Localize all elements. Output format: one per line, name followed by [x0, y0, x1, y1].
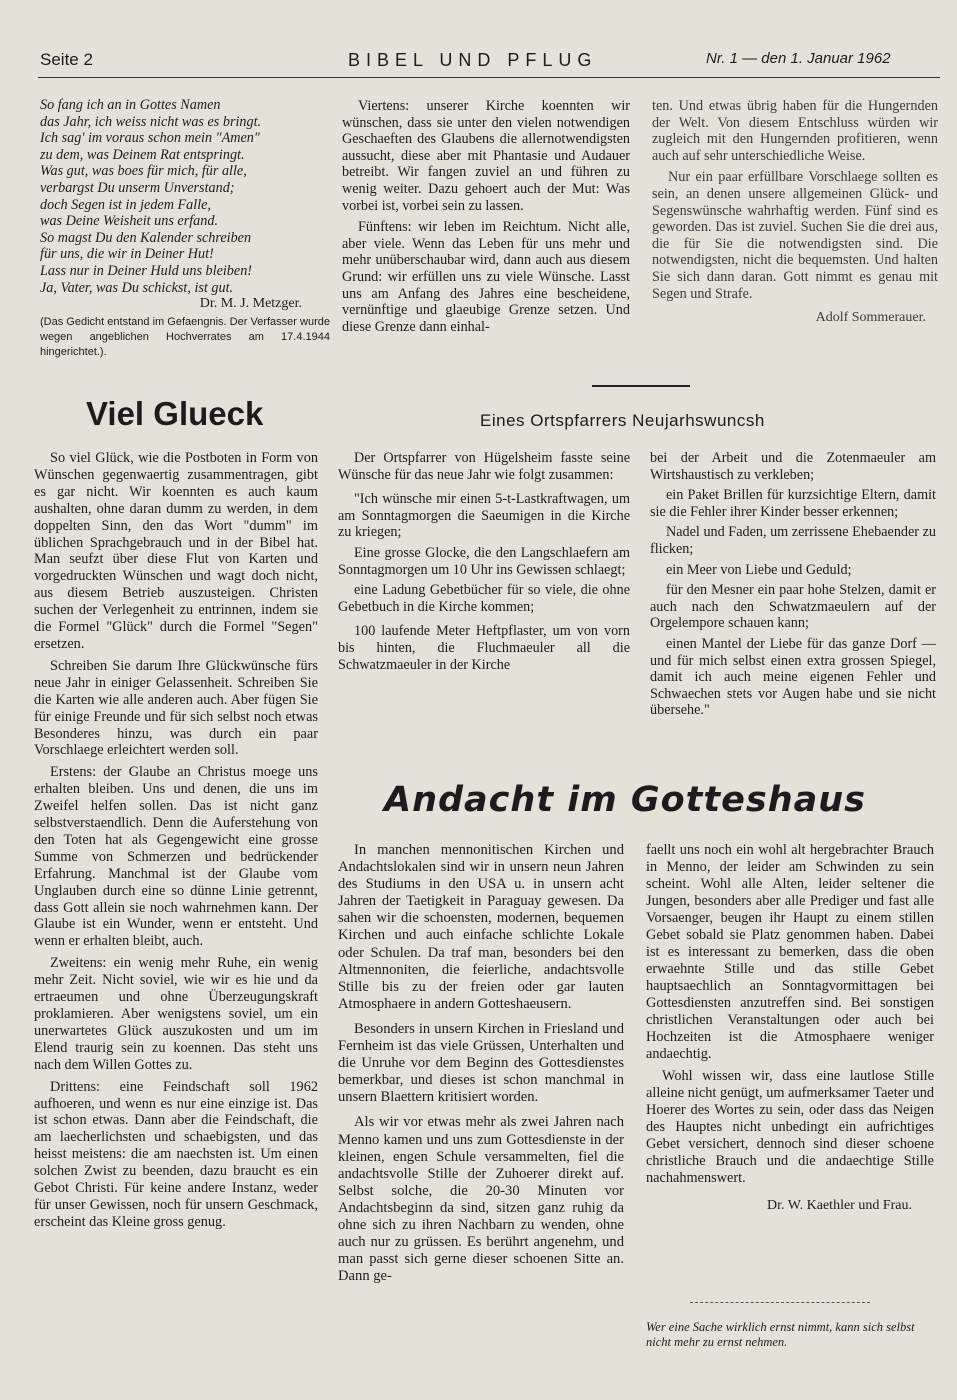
author: Dr. W. Kaethler und Frau. [766, 1198, 912, 1213]
paragraph: ten. Und etwas übrig haben für die Hungernden der Welt. Von diesem Entschluss würden wir zugleich mit den Hungernden profitieren, wenn auch auf sehr unterschiedliche Weise. [652, 98, 938, 164]
wish-item: für den Mesner ein paar hohe Stelzen, damit er auch nach den Schwatzmaeulern auf der Orgelempore schauen kann; [650, 582, 936, 632]
poem-line: Ja, Vater, was Du schickst, ist gut. [40, 279, 234, 296]
poem-line: was Deine Weisheit uns erfand. [40, 213, 218, 230]
paragraph: Wohl wissen wir, dass eine lautlose Stille alleine nicht genügt, um aufmerksamer Taeter und Hoerer des Wortes zu sein, oder dass das Neigen des Hauptes nicht unbedingt ein aufrichtiges Gebet versichert, dennoch sind dieser schoene christliche Brauch und die andaechtige Stille nachahmenswert. [646, 1068, 934, 1186]
poem-line: zu dem, was Deinem Rat entspringt. [40, 146, 245, 163]
poem-line: So magst Du den Kalender schreiben [40, 229, 252, 246]
masthead: BIBEL UND PFLUG [348, 50, 598, 70]
paragraph: Drittens: eine Feindschaft soll 1962 aufhoeren, und wenn es nur eine einzige ist. Das ist schon etwas. Dann aber die Feindschaft, die am laecherlichsten und schaebigsten, und das heisst meistens: die am naechsten ist. Um einen solchen Zwist zu beenden, dazu braucht es ein Gebot Christi. Für keine andere Instanz, weder für unser Gewissen, noch für unsern Geschmack, erscheint das Kleine gross genug. [34, 1078, 318, 1230]
poem-line: Was gut, was boes für mich, für alle, [40, 163, 247, 180]
poem-line: verbargst Du unserm Unverstand; [40, 179, 235, 196]
wish-item: 100 laufende Meter Heftpflaster, um von vorn bis hinten, die Fluchmaeuler all die Schwatzmaeuler in der Kirche [338, 623, 630, 673]
poem-line: doch Segen ist in jedem Falle, [40, 196, 211, 213]
paragraph: faellt uns noch ein wohl alt hergebrachter Brauch in Menno, der leider am Schwinden zu sein scheint. Wohl alle Alten, leider seltener die Jungen, besonders aber alle Prediger und fast alle Vorsaenger, beugen ihr Haupt zu einem stillen Gebet sobald sie Platz genommen haben. Dabei ist es interessant zu bemerken, dass die oben erwaehnte Stille und das stille Gebet hauptsaechlich an Sonntagvormittagen bei Gottesdiensten anzutreffen sind. Bei sonstigen christlichen Veranstaltungen oder auch bei Hochzeiten ist die Atmosphaere weniger andaechtig. [646, 842, 934, 1062]
wish-item: einen Mantel der Liebe für das ganze Dorf — und für mich selbst einen extra grossen Spiegel, damit ich auch meine eigenen Fehler und Schwaechen stets vor Augen habe und sie nicht übersehe." [650, 635, 936, 719]
poem [40, 97, 330, 360]
wish-item: eine Ladung Gebetbücher für so viele, die ohne Gebetbuch in die Kirche kommen; [338, 582, 630, 615]
divider [592, 385, 690, 387]
poem-note: (Das Gedicht entstand im Gefaengnis. Der Verfasser wurde wegen angeblichen Hochverrates am 17.4.1944 hingerichtet.). [40, 315, 330, 358]
paragraph: Nur ein paar erfüllbare Vorschlaege sollten es sein, an denen unsere allgemeinen Glück- und Segenswünsche wahrhaftig werden. Fünf sind es geworden. Das ist zuviel. Suchen Sie die drei aus, die für Sie die notwendigsten sind. Die notwendigsten, nicht die bequemsten. Und halten Sie sich dann daran. Gott nimmt es genau mit Segen und Strafe. [652, 169, 938, 302]
paragraph: Besonders in unsern Kirchen in Friesland und Fernheim ist das viele Grüssen, Unterhalten und die Unruhe vor dem Beginn des Gottesdienstes bemerkbar, und dieses ist schon manchmal in unsern Blaettern kritisiert worden. [338, 1020, 624, 1106]
poem-line: Ich sag' im voraus schon mein "Amen" [40, 130, 260, 147]
top-right-column [652, 98, 938, 327]
viel-glueck-title: Viel Glueck [86, 395, 264, 432]
paragraph: Zweitens: ein wenig mehr Ruhe, ein wenig mehr Zeit. Nicht soviel, wie wir es hie und da ertraeumen und ohne Überzeugungskraft proklamieren. Aber wenigstens soviel, um ein unerwartetes Glück auszukosten und um im Elend traurig sein zu koennen. Das steht uns nach dem Willen Gottes zu. [34, 955, 318, 1073]
ortspfarrer-right [650, 450, 936, 723]
header-rule [38, 77, 940, 78]
paragraph: Viertens: unserer Kirche koennten wir wünschen, dass sie unter den vielen notwendigen Geschaeften des Glaubens die allernotwendigsten aussucht, diese aber mit Phantasie und Audauer betreibt. Wir fangen zuviel an und führen zu wenig weiter. Dazu gehoert auch der Mut: Was vorbei ist, vorbei sein zu lassen. [342, 98, 630, 214]
ortspfarrer-title: Eines Ortspfarrers Neujarhswuncsh [480, 411, 765, 430]
poem-line: das Jahr, ich weiss nicht was es bringt. [40, 113, 262, 130]
paragraph: In manchen mennonitischen Kirchen und Andachtslokalen sind wir in unsern neun Jahren des Studiums in den USA u. in unsern acht Jahren der Taetigkeit in Paraguay gewesen. Da sahen wir die schoensten, modernen, bequemen Kirchen und auch einfache schlichte Lokale oder Schulen. Da traf man, besonders bei den Altmennoniten, die feierliche, andachtsvolle Stille bis zu der freien oder gar lauten Atmosphaere in andern Gotteshaeusern. [338, 842, 624, 1012]
paragraph: So viel Glück, wie die Postboten in Form von Wünschen gegenwaertig zusammentragen, gibt es gar nicht. Wir koennten es auch kaum aushalten, ohne daran dumm zu werden, in dem doppelten Sinn, den das Wort "dumm" im üblichen Sprachgebrauch und in der Bibel hat. Man seufzt über diese Flut von Karten und vorgedruckten Wünschen und wagt doch nicht, aus diesem Betrieb auszusteigen. Christen suchen der Verlegenheit zu entrinnen, indem sie die Formel "Glück" durch die Formel "Segen" ersetzen. [34, 450, 318, 652]
ortspfarrer-left [338, 450, 630, 677]
wish-item: "Ich wünsche mir einen 5-t-Lastkraftwagen, um am Sonntagmorgen die Saeumigen in die Kirche zu kriegen; [338, 491, 630, 541]
page-number: Seite 2 [40, 50, 93, 69]
paragraph: Erstens: der Glaube an Christus moege uns erhalten bleiben. Uns und denen, die uns im Zweifel helfen sollen. Das ist nicht ganz selbstverstaendlich. Denn die Auferstehung von den Toten hat als Gegengewicht eine grosse Summe von Schmerzen und bedrückender Erfahrung. Manchmal ist der Glaube vom Unglauben durch eine so dünne Linie getrennt, dass Gott allein sie noch wahrnehmen kann. Der Glaube ist ein Wunder, wenn er entsteht. Und wenn er erhalten bleibt, auch. [34, 764, 318, 950]
issue-date: Nr. 1 — den 1. Januar 1962 [706, 50, 891, 67]
top-middle-column [342, 98, 630, 340]
divider [690, 1302, 870, 1303]
wish-item: Eine grosse Glocke, die den Langschlaefern am Sonntagmorgen um 10 Uhr ins Gewissen schlaegt; [338, 544, 630, 578]
wish-item: bei der Arbeit und die Zotenmaeuler am Wirtshaustisch zu verkleben; [650, 450, 936, 483]
poem-author: Dr. M. J. Metzger. [199, 296, 302, 312]
andacht-right [646, 842, 934, 1214]
poem-line: Lass nur in Deiner Huld uns bleiben! [40, 262, 253, 279]
paragraph: Fünftens: wir leben im Reichtum. Nicht alle, aber viele. Wenn das Leben für uns mehr und mehr unüberschaubar wird, dann auch aus diesem Grund: wir erfüllen uns zu viele Wünsche. Lasst uns am Anfang des Jahres eine bescheidene, vernünftige und glaeubige Grenze setzen. Und diese Grenze dann einhal- [342, 219, 630, 335]
paragraph: Der Ortspfarrer von Hügelsheim fasste seine Wünsche für das neue Jahr wie folgt zusammen: [338, 450, 630, 483]
poem-line: für uns, die wir in Deiner Hut! [40, 246, 214, 263]
andacht-title: Andacht im Gotteshaus [384, 780, 866, 820]
paragraph: Als wir vor etwas mehr als zwei Jahren nach Menno kamen und uns zum Gottesdienste in der kleinen, engen Schule versammelten, fiel die andachtsvolle Stille der Zuhoerer direkt auf. Selbst solche, die 20-30 Minuten vor Andachtsbeginn da sind, sitzen ganz ruhig da ohne sich zu ihren Nachbarn zu wenden, ohne auch nur zu grüssen. Es berührt angenehm, und man passt sich gerne dieser schoenen Sitte an. Dann ge- [338, 1114, 624, 1285]
poem-line: So fang ich an in Gottes Namen [40, 97, 221, 113]
author: Adolf Sommerauer. [815, 310, 926, 326]
viel-glueck-article [34, 450, 318, 1236]
wish-item: ein Paket Brillen für kurzsichtige Eltern, damit sie die Fehler ihrer Kinder besser erkennen; [650, 487, 936, 520]
closing-quote: Wer eine Sache wirklich ernst nimmt, kann sich selbst nicht mehr zu ernst nehmen. [646, 1320, 915, 1349]
wish-item: ein Meer von Liebe und Geduld; [666, 561, 852, 578]
paragraph: Schreiben Sie darum Ihre Glückwünsche fürs neue Jahr in einiger Gelassenheit. Schreiben Sie die Karten wie alle anderen auch. Aber fügen Sie für einige Freunde und für sich selbst noch etwas Besonderes hinzu, was durch ein paar Vorschlaege erleichtert werden soll. [34, 657, 318, 759]
wish-item: Nadel und Faden, um zerrissene Ehebaender zu flicken; [650, 524, 936, 557]
andacht-left [338, 842, 624, 1290]
